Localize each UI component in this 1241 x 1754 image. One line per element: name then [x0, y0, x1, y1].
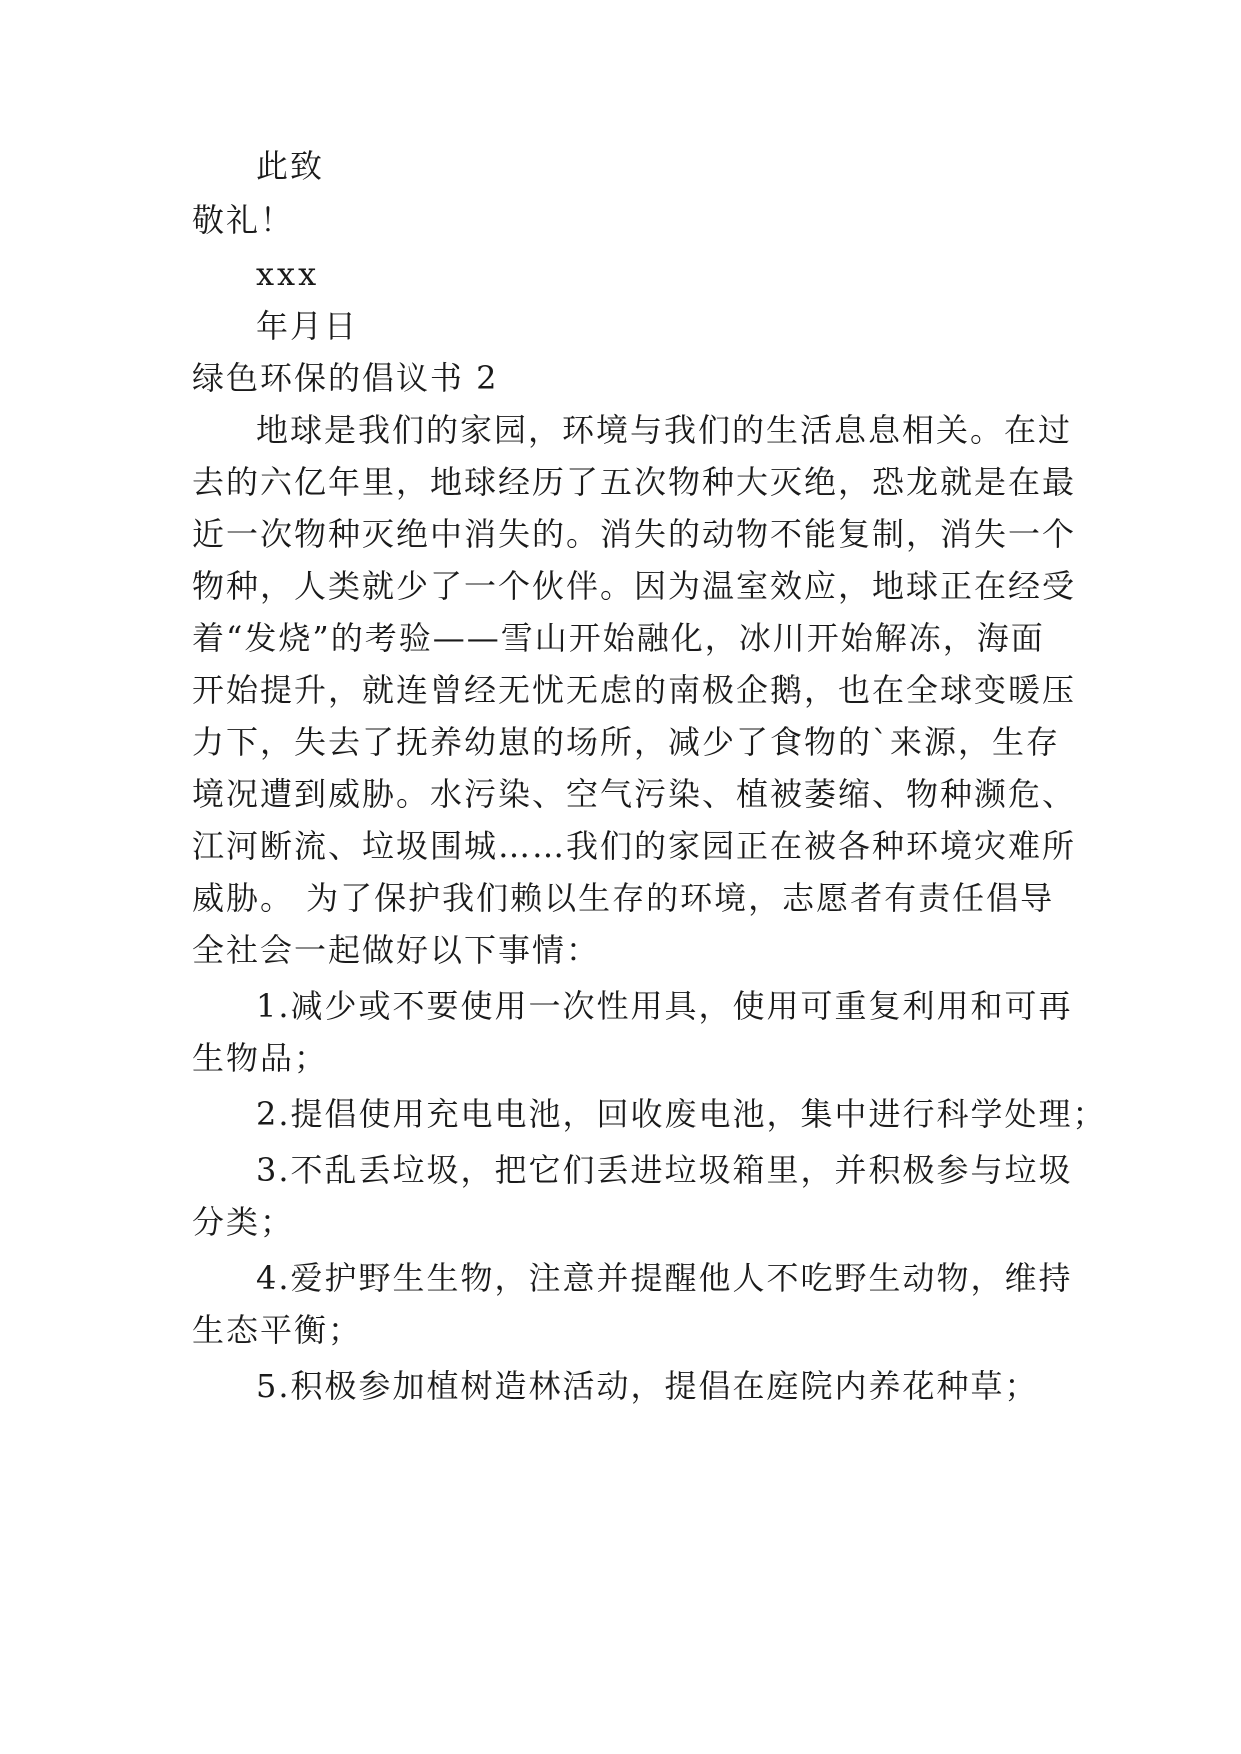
- body-line: 开始提升，就连曾经无忧无虑的南极企鹅，也在全球变暖压: [192, 671, 1077, 709]
- closing-salutation: 此致: [256, 147, 325, 185]
- body-line: 全社会一起做好以下事情：: [192, 931, 601, 969]
- signature: xxx: [256, 255, 320, 293]
- list-item-4: 4.爱护野生生物，注意并提醒他人不吃野生动物，维持: [256, 1259, 1073, 1297]
- list-item-3-cont: 分类；: [192, 1203, 295, 1241]
- body-line: 地球是我们的家园，环境与我们的生活息息相关。在过: [256, 411, 1073, 449]
- list-item-2: 2.提倡使用充电电池，回收废电池，集中进行科学处理；: [256, 1095, 1107, 1133]
- list-item-1: 1.减少或不要使用一次性用具，使用可重复利用和可再: [256, 987, 1073, 1025]
- body-line: 境况遭到威胁。水污染、空气污染、植被萎缩、物种濒危、: [192, 775, 1077, 813]
- body-line: 威胁。 为了保护我们赖以生存的环境，志愿者有责任倡导: [192, 879, 1055, 917]
- list-item-5: 5.积极参加植树造林活动，提倡在庭院内养花种草；: [256, 1367, 1039, 1405]
- body-line: 着“发烧”的考验——雪山开始融化，冰川开始解冻，海面: [192, 619, 1045, 657]
- letter-title: 绿色环保的倡议书 2: [192, 359, 499, 397]
- body-line: 近一次物种灭绝中消失的。消失的动物不能复制，消失一个: [192, 515, 1077, 553]
- body-line: 去的六亿年里，地球经历了五次物种大灭绝，恐龙就是在最: [192, 463, 1077, 501]
- list-item-3: 3.不乱丢垃圾，把它们丢进垃圾箱里，并积极参与垃圾: [256, 1151, 1073, 1189]
- list-item-1-cont: 生物品；: [192, 1039, 329, 1077]
- body-line: 力下，失去了抚养幼崽的场所，减少了食物的`来源，生存: [192, 723, 1061, 761]
- closing-regards: 敬礼！: [192, 201, 295, 239]
- list-item-4-cont: 生态平衡；: [192, 1311, 363, 1349]
- body-line: 物种，人类就少了一个伙伴。因为温室效应，地球正在经受: [192, 567, 1077, 605]
- date: 年月日: [256, 307, 359, 345]
- body-line: 江河断流、垃圾围城……我们的家园正在被各种环境灾难所: [192, 827, 1077, 865]
